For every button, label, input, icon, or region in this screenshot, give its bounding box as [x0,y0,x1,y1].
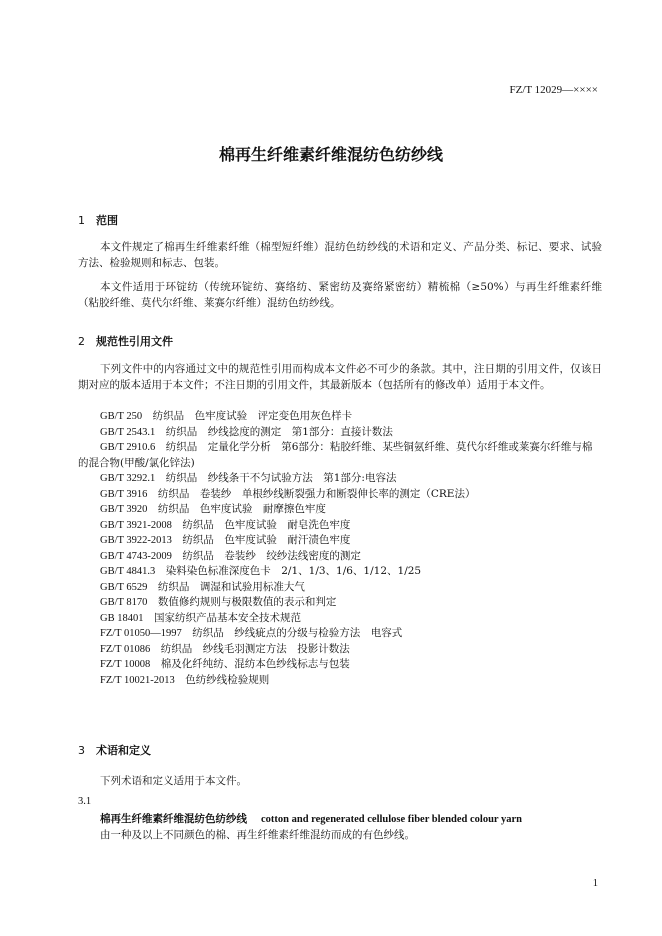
standard-code: FZ/T 12029—×××× [509,84,598,96]
reference-item [78,611,602,627]
reference-item [78,518,602,534]
reference-title: 纺织品 色牢度试验 耐皂洗色牢度 [182,518,351,531]
section-1-title: 范围 [96,214,118,227]
section-3-heading [78,742,151,758]
section-2-title: 规范性引用文件 [96,335,173,348]
reference-code: GB/T 3922-2013 [100,535,172,546]
reference-title: 色纺纱线检验规则 [185,673,270,686]
reference-title: 棉及化纤纯纺、混纺本色纱线标志与包装 [160,658,350,670]
section-1-heading [78,212,118,228]
reference-code: FZ/T 01050—1997 [100,628,182,639]
page-number: 1 [592,878,598,889]
reference-item [78,564,602,580]
reference-code: FZ/T 10008 [100,659,151,670]
reference-code: GB/T 3292.1 [100,473,156,484]
reference-code: GB/T 3916 [100,488,148,500]
reference-title: 纺织品 色牢度试验 耐汗渍色牢度 [182,534,351,546]
scope-paragraph-1: 本文件规定了棉再生纤维素纤维（棉型短纤维）混纺色纺纱线的术语和定义、产品分类、标记、要求、试验方法、检验规则和标志、包装。 [78,241,602,269]
section-3-number: 3 [78,744,85,757]
reference-item [78,580,602,596]
reference-title: 染料染色标准深度色卡 2/1、1/3、1/6、1/12、1/25 [165,565,422,577]
reference-code: FZ/T 10021-2013 [100,674,175,686]
reference-item [78,471,602,487]
reference-item [78,642,602,658]
reference-title: 纺织品 定量化学分析 第6部分：粘胶纤维、某些铜氨纤维、莫代尔纤维或莱赛尔纤维与棉的混合物(甲酸/氯化锌法) [78,441,593,469]
reference-title: 纺织品 色牢度试验 耐摩擦色牢度 [157,503,326,515]
reference-code: GB/T 6529 [100,581,148,593]
reference-item [78,533,602,549]
document-title: 棉再生纤维素纤维混纺色纺纱线 [218,145,443,164]
reference-item [78,657,602,673]
reference-title: 纺织品 卷装纱 绞纱法线密度的测定 [182,549,361,562]
term-entry [78,812,602,828]
section-3-title: 术语和定义 [96,744,151,757]
reference-item [78,487,602,503]
reference-item [78,502,602,518]
section-2-heading [78,333,173,349]
terms-intro: 下列术语和定义适用于本文件。 [100,775,247,787]
reference-code: GB/T 4743-2009 [100,550,172,562]
reference-item [78,425,602,441]
reference-code: GB/T 250 [100,411,143,422]
reference-item [78,440,602,471]
scope-paragraph-2: 本文件适用于环锭纺（传统环锭纺、赛络纺、紧密纺及赛络紧密纺）精梳棉（≥50%）与再生纤维素纤维（粘胶纤维、莫代尔纤维、莱赛尔纤维）混纺色纺纱线。 [78,281,602,309]
term-chinese: 棉再生纤维素纤维混纺色纺纱线 [100,813,247,825]
reference-item [78,673,602,689]
reference-item [78,409,602,425]
reference-code: GB/T 3920 [100,504,148,515]
reference-code: GB/T 4841.3 [100,566,156,577]
section-2-number: 2 [78,335,85,348]
reference-item [78,595,602,611]
reference-code: FZ/T 01086 [100,643,151,655]
reference-title: 纺织品 纱线疵点的分级与检验方法 电容式 [192,627,403,639]
section-1-number: 1 [78,214,85,227]
reference-title: 纺织品 纱线毛羽测定方法 投影计数法 [160,642,350,655]
term-definition: 由一种及以上不同颜色的棉、再生纤维素纤维混纺而成的有色纱线。 [100,829,415,841]
reference-list [78,409,602,688]
reference-code: GB/T 8170 [100,597,148,608]
reference-code: GB 18401 [100,612,144,624]
reference-title: 纺织品 纱线条干不匀试验方法 第1部分:电容法 [165,472,397,484]
reference-code: GB/T 2543.1 [100,426,156,438]
reference-item [78,626,602,642]
reference-code: GB/T 2910.6 [100,442,156,453]
term-entry-number: 3.1 [78,796,92,807]
term-english: cotton and regenerated cellulose fiber blended colour yarn [261,814,523,825]
reference-title: 纺织品 卷装纱 单根纱线断裂强力和断裂伸长率的测定（CRE法） [157,487,476,500]
reference-title: 国家纺织产品基本安全技术规范 [153,611,301,624]
reference-code: GB/T 3921-2008 [100,519,172,531]
reference-item [78,549,602,565]
reference-title: 数值修约规则与极限数值的表示和判定 [157,596,337,608]
normative-intro: 下列文件中的内容通过文中的规范性引用而构成本文件必不可少的条款。其中，注日期的引用文件，仅该日期对应的版本适用于本文件；不注日期的引用文件，其最新版本（包括所有的修改单）适用于本文件。 [78,363,602,391]
reference-title: 纺织品 色牢度试验 评定变色用灰色样卡 [152,410,353,422]
reference-title: 纺织品 调湿和试验用标准大气 [157,580,305,593]
reference-title: 纺织品 纱线捻度的测定 第1部分：直接计数法 [165,425,393,438]
